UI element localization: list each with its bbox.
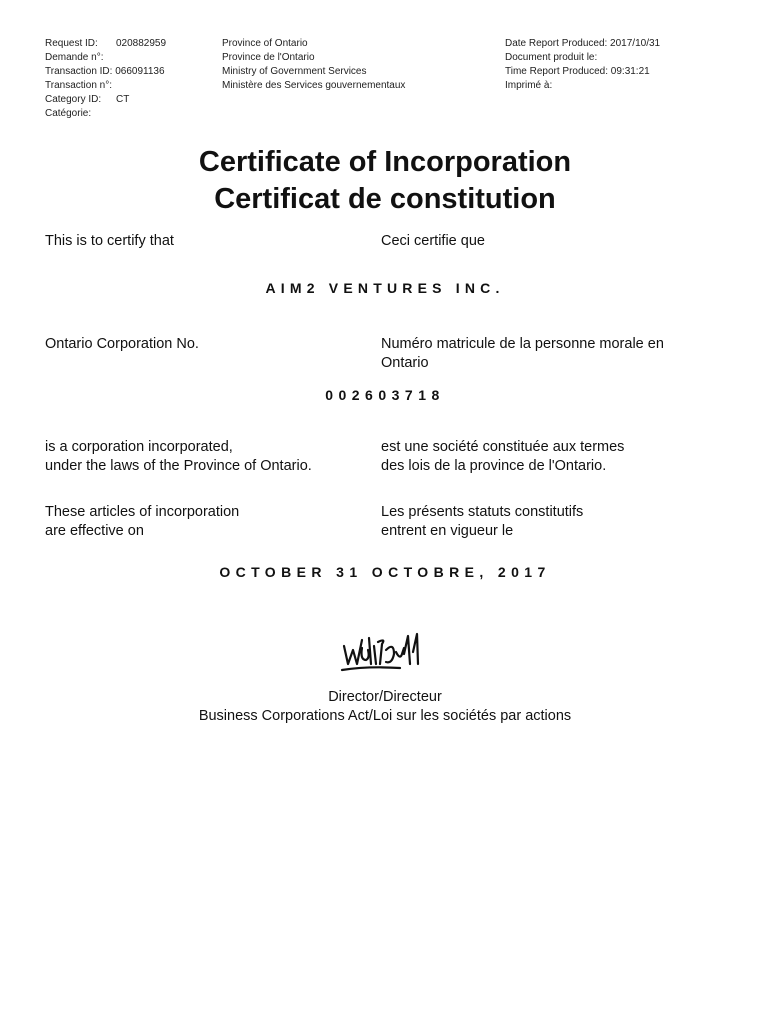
demande-label: Demande n°: (45, 52, 104, 63)
title-french: Certificat de constitution (214, 183, 556, 215)
director-title: Director/Directeur (328, 689, 442, 705)
director-signature (338, 630, 428, 676)
corporation-number: 002603718 (325, 387, 445, 403)
request-info-block (45, 37, 166, 121)
transaction-n-label: Transaction n°: (45, 80, 112, 91)
category-id-label: Category ID: (45, 94, 102, 105)
ministry-line: Ministère des Services gouvernementaux (222, 80, 406, 91)
corp-number-label-english: Ontario Corporation No. (45, 336, 199, 352)
certify-english: This is to certify that (45, 233, 174, 249)
incorporated-english: is a corporation incorporated, under the laws of the Province of Ontario. (45, 439, 312, 474)
effective-french: Les présents statuts constitutifs entrent en vigueur le (381, 504, 584, 539)
certificate-title (0, 144, 770, 218)
demande-row (45, 51, 166, 65)
transaction-id-label: Transaction ID: (45, 66, 113, 77)
request-id-label: Request ID: (45, 38, 98, 49)
incorporated-french: est une société constituée aux termes des lois de la province de l'Ontario. (381, 439, 625, 474)
ministry-line: Ministry of Government Services (222, 66, 367, 77)
ministry-block (222, 37, 405, 93)
report-info-block (505, 37, 660, 93)
request-id-row (45, 37, 166, 51)
time-produced: Time Report Produced: 09:31:21 (505, 66, 650, 77)
effective-date: OCTOBER 31 OCTOBRE, 2017 (219, 564, 551, 580)
corp-number-label-french: Numéro matricule de la personne morale en Ontario (381, 336, 664, 371)
categorie-label: Catégorie: (45, 108, 92, 119)
request-id-value: 020882959 (116, 38, 167, 49)
title-english: Certificate of Incorporation (198, 146, 572, 178)
signature-graphic (338, 630, 428, 676)
effective-english: These articles of incorporation are effective on (45, 504, 240, 539)
ministry-line: Province of Ontario (222, 38, 308, 49)
ministry-line: Province de l'Ontario (222, 52, 315, 63)
category-id-row (45, 93, 166, 107)
certify-french: Ceci certifie que (381, 233, 485, 249)
category-id-value: CT (116, 94, 130, 105)
categorie-row (45, 107, 166, 121)
transaction-n-row (45, 79, 166, 93)
document-produit: Document produit le: (505, 52, 598, 63)
business-corporations-act: Business Corporations Act/Loi sur les sociétés par actions (198, 708, 572, 724)
corporation-name: AIM2 VENTURES INC. (265, 280, 505, 296)
transaction-id-row (45, 65, 166, 79)
imprime: Imprimé à: (505, 80, 553, 91)
transaction-id-value: 066091136 (115, 66, 165, 77)
date-produced: Date Report Produced: 2017/10/31 (505, 38, 661, 49)
